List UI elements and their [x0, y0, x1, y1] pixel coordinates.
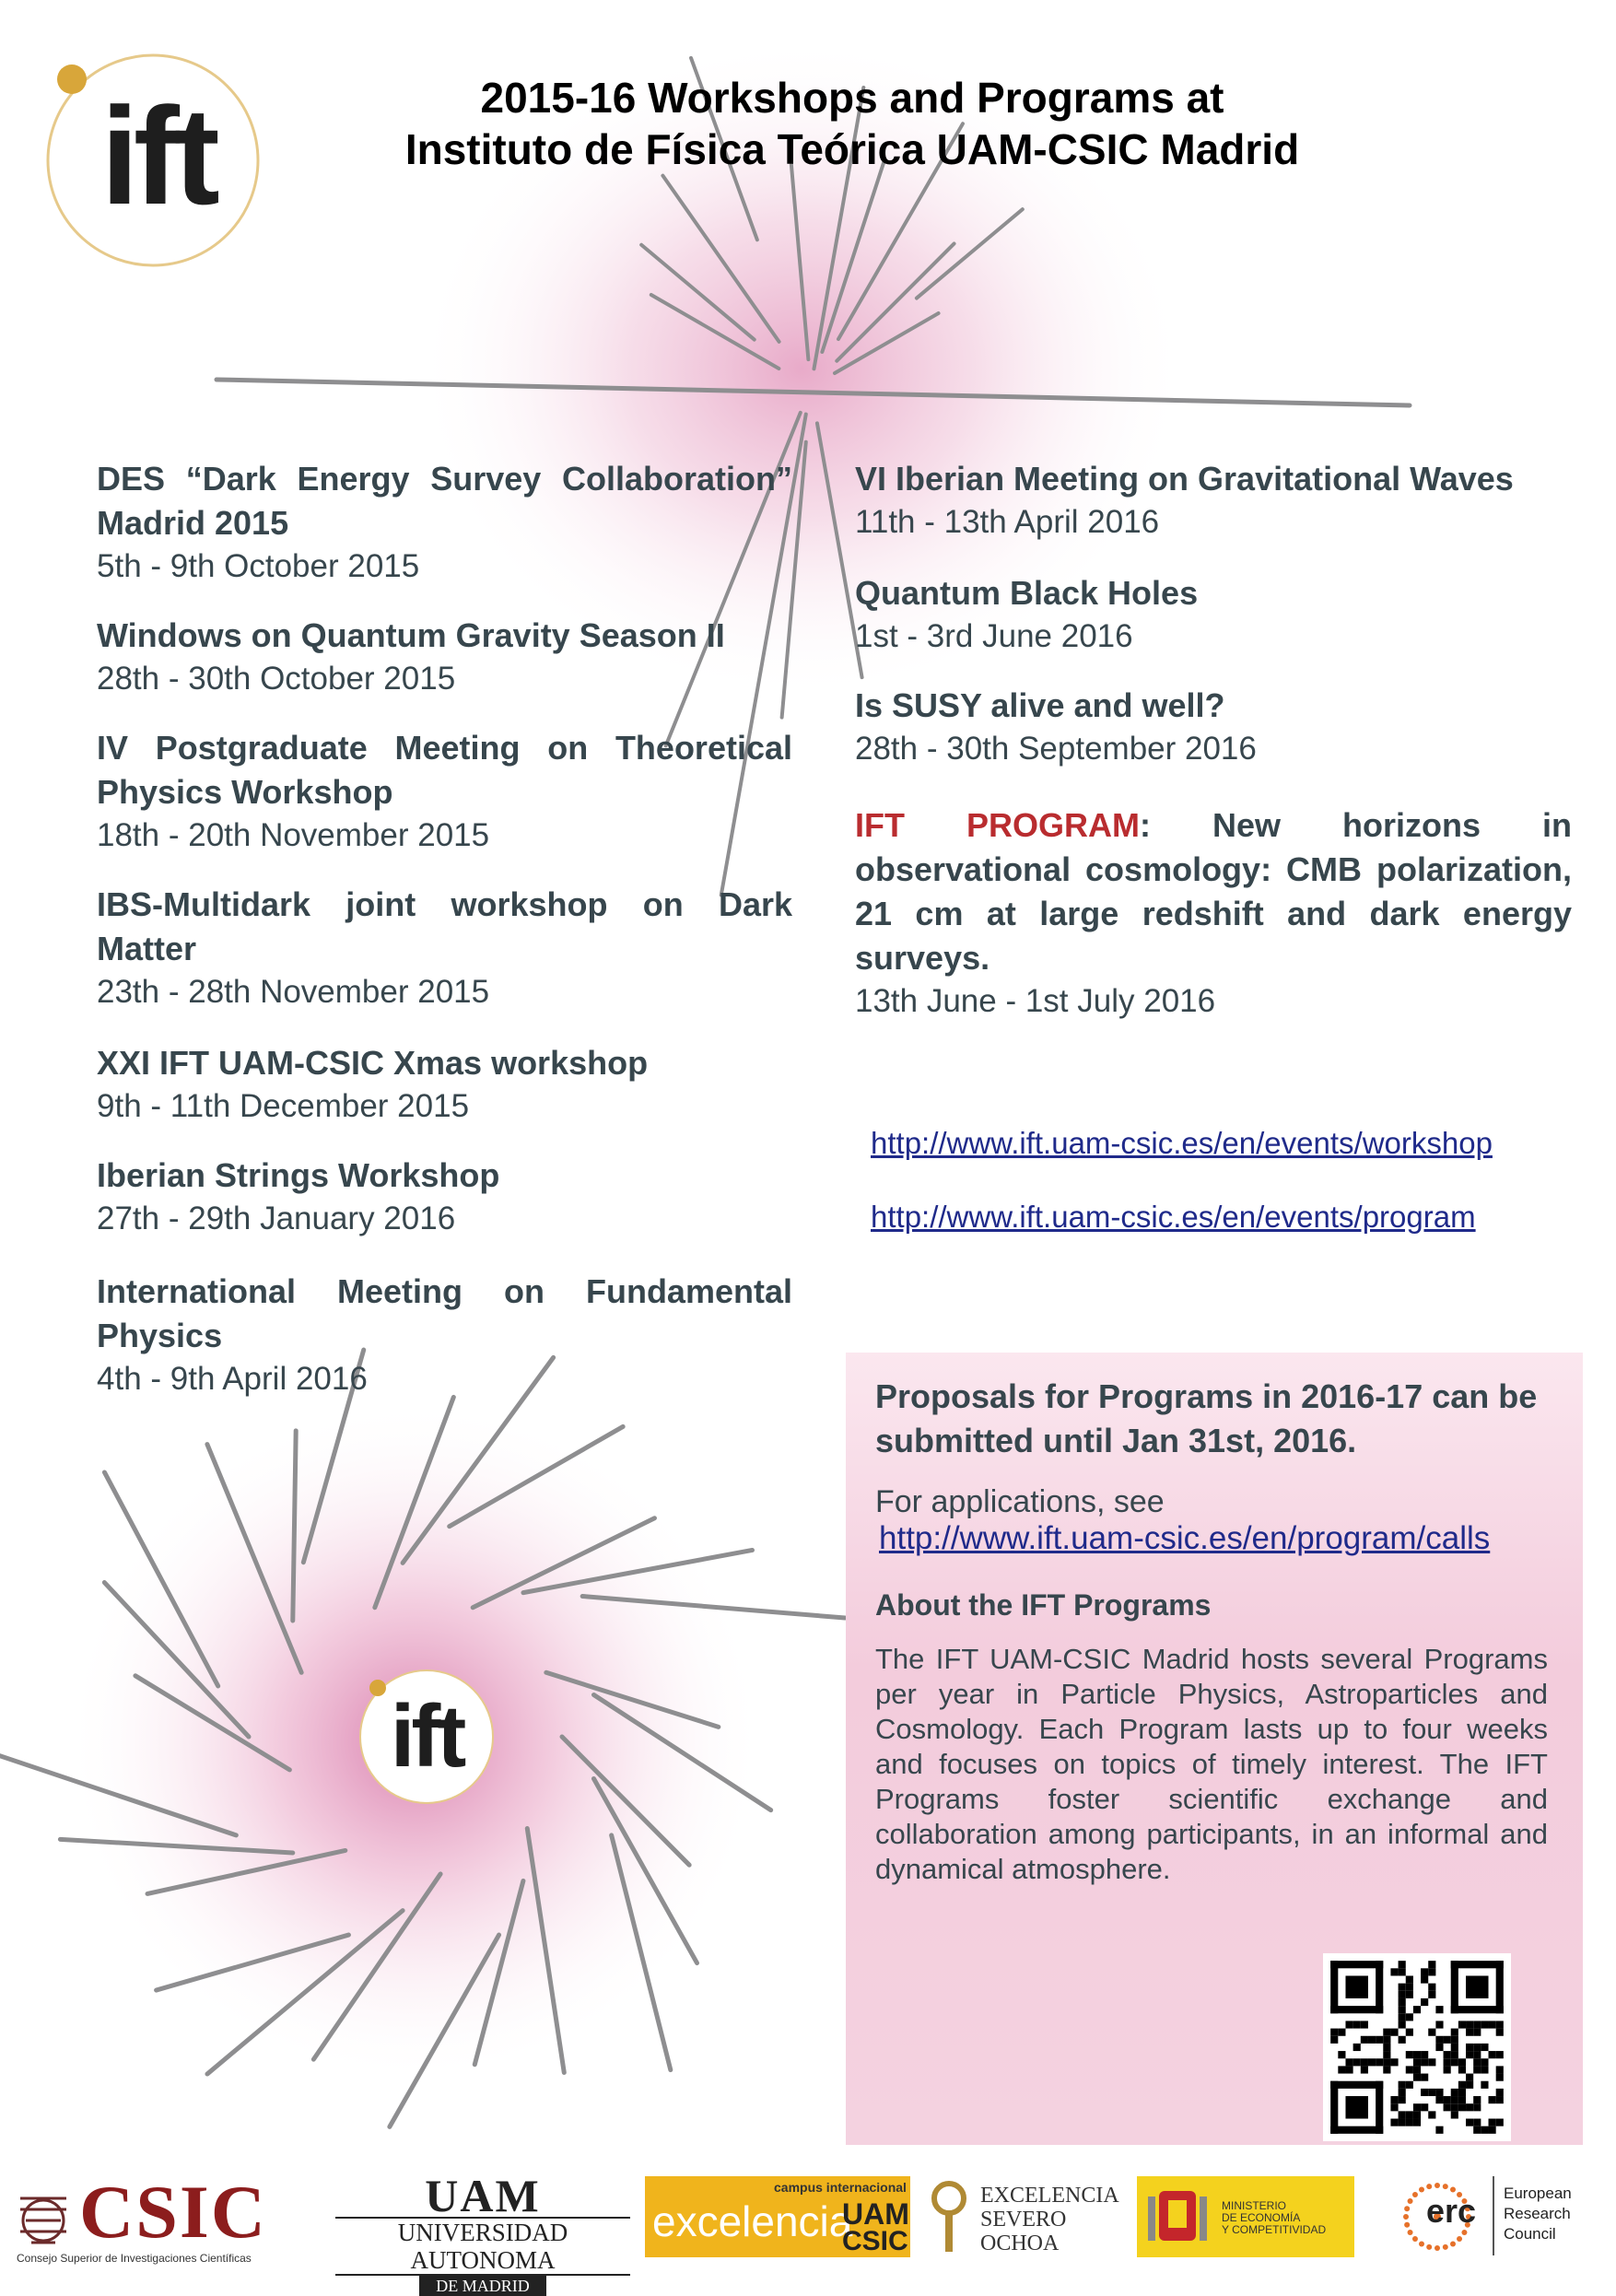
erc-wordmark: erc: [1426, 2192, 1477, 2230]
csic-logo: [13, 2170, 317, 2265]
event-susy: [855, 684, 1583, 770]
event-name: IV Postgraduate Meeting on Theoretical Physics Workshop: [97, 729, 792, 811]
title-line-2: Instituto de Física Teórica UAM-CSIC Madrid: [404, 125, 1300, 173]
applications-text: For applications, see: [875, 1484, 1165, 1519]
event-date: 11th - 13th April 2016: [855, 504, 1160, 540]
event-ibs-multidark: [97, 883, 792, 1013]
event-date: 18th - 20th November 2015: [97, 817, 490, 853]
event-postgraduate: [97, 726, 792, 857]
workshop-link[interactable]: http://www.ift.uam-csic.es/en/events/workshop: [871, 1126, 1493, 1160]
event-name: IBS-Multidark joint workshop on Dark Matter: [97, 885, 792, 967]
campus-excelencia-logo: [645, 2176, 910, 2257]
campus-main-text: excelencia: [652, 2197, 853, 2245]
title-line-1: 2015-16 Workshops and Programs at: [480, 74, 1224, 122]
event-name: International Meeting on Fundamental Physics: [97, 1272, 792, 1354]
event-date: 23th - 28th November 2015: [97, 974, 490, 1010]
program-link[interactable]: http://www.ift.uam-csic.es/en/events/program: [871, 1200, 1476, 1234]
erc-line-3: Council: [1504, 2225, 1556, 2243]
event-date: 28th - 30th September 2016: [855, 731, 1257, 767]
campus-csic-text: CSIC: [842, 2226, 908, 2256]
erc-divider: [1493, 2176, 1494, 2255]
campus-uam-text: UAM: [842, 2197, 909, 2231]
event-xmas: [97, 1041, 792, 1128]
erc-logo: [1389, 2174, 1607, 2257]
center-ift-logo-text: ift: [390, 1687, 463, 1786]
event-name: XXI IFT UAM-CSIC Xmas workshop: [97, 1044, 649, 1082]
uam-name: UNIVERSIDAD AUTONOMA: [335, 2217, 630, 2276]
severo-line-1: EXCELENCIA: [980, 2184, 1119, 2208]
event-fundamental-physics: [97, 1270, 792, 1400]
event-date: 13th June - 1st July 2016: [855, 983, 1216, 1019]
severo-line-3: OCHOA: [980, 2232, 1060, 2255]
event-date: 4th - 9th April 2016: [97, 1361, 368, 1397]
program-title: [855, 803, 1572, 980]
severo-ochoa-logo: [929, 2174, 1131, 2257]
uam-city: DE MADRID: [419, 2276, 546, 2296]
event-date: 9th - 11th December 2015: [97, 1088, 470, 1124]
erc-line-2: Research: [1504, 2205, 1571, 2222]
campus-small-text: campus internacional: [774, 2180, 907, 2195]
event-des: [97, 457, 792, 588]
calls-link[interactable]: http://www.ift.uam-csic.es/en/program/calls: [879, 1520, 1491, 1556]
event-name: Windows on Quantum Gravity Season II: [97, 616, 725, 654]
erc-line-1: European: [1504, 2185, 1572, 2202]
program-label: IFT PROGRAM: [855, 806, 1140, 844]
proposals-heading: Proposals for Programs in 2016-17 can be submitted until Jan 31st, 2016.: [875, 1377, 1538, 1459]
ministerio-line-1: MINISTERIO: [1222, 2199, 1287, 2212]
event-black-holes: [855, 571, 1583, 658]
ministerio-line-2: DE ECONOMÍA: [1222, 2211, 1301, 2224]
ministerio-line-3: Y COMPETITIVIDAD: [1222, 2223, 1327, 2236]
event-iberian-strings: [97, 1154, 792, 1240]
streak: [293, 1431, 296, 1621]
about-heading: About the IFT Programs: [875, 1588, 1212, 1622]
uam-initials: UAM: [425, 2170, 541, 2221]
event-date: 1st - 3rd June 2016: [855, 618, 1133, 654]
event-gravitational-waves: [855, 457, 1583, 544]
event-name: VI Iberian Meeting on Gravitational Waves: [855, 460, 1514, 498]
event-name: Is SUSY alive and well?: [855, 686, 1225, 724]
uam-logo: [335, 2170, 630, 2295]
csic-subtitle: Consejo Superior de Investigaciones Científicas: [17, 2252, 252, 2265]
event-name: DES “Dark Energy Survey Collaboration” Madrid 2015: [97, 460, 792, 542]
qr-code[interactable]: [1323, 1953, 1511, 2141]
center-ift-logo: [357, 1668, 496, 1806]
ift-logo: [44, 52, 262, 269]
event-quantum-gravity: [97, 614, 792, 700]
event-date: 27th - 29th January 2016: [97, 1201, 456, 1236]
ministerio-logo: [1137, 2176, 1354, 2257]
severo-line-2: SEVERO: [980, 2208, 1067, 2232]
about-text: The IFT UAM-CSIC Madrid hosts several Programs per year in Particle Physics, Astroparticles and Cosmology. Each Program lasts up to four weeks and focuses on topics of timely interest. The IFT Programs foster scientific exchange and collaboration among participants, in an informal and dynamical atmosphere.: [875, 1643, 1548, 1885]
page-title: [276, 72, 1428, 175]
csic-wordmark: CSIC: [79, 2170, 267, 2254]
event-name: Quantum Black Holes: [855, 574, 1199, 612]
event-date: 28th - 30th October 2015: [97, 661, 456, 697]
program-title-text: : New horizons in observational cosmology: CMB polarization, 21 cm at large redshift and dark energy surveys.: [855, 806, 1572, 977]
event-ift-program: [855, 803, 1572, 1023]
ift-logo-text: ift: [100, 78, 215, 233]
event-name: Iberian Strings Workshop: [97, 1156, 500, 1194]
event-date: 5th - 9th October 2015: [97, 548, 420, 584]
